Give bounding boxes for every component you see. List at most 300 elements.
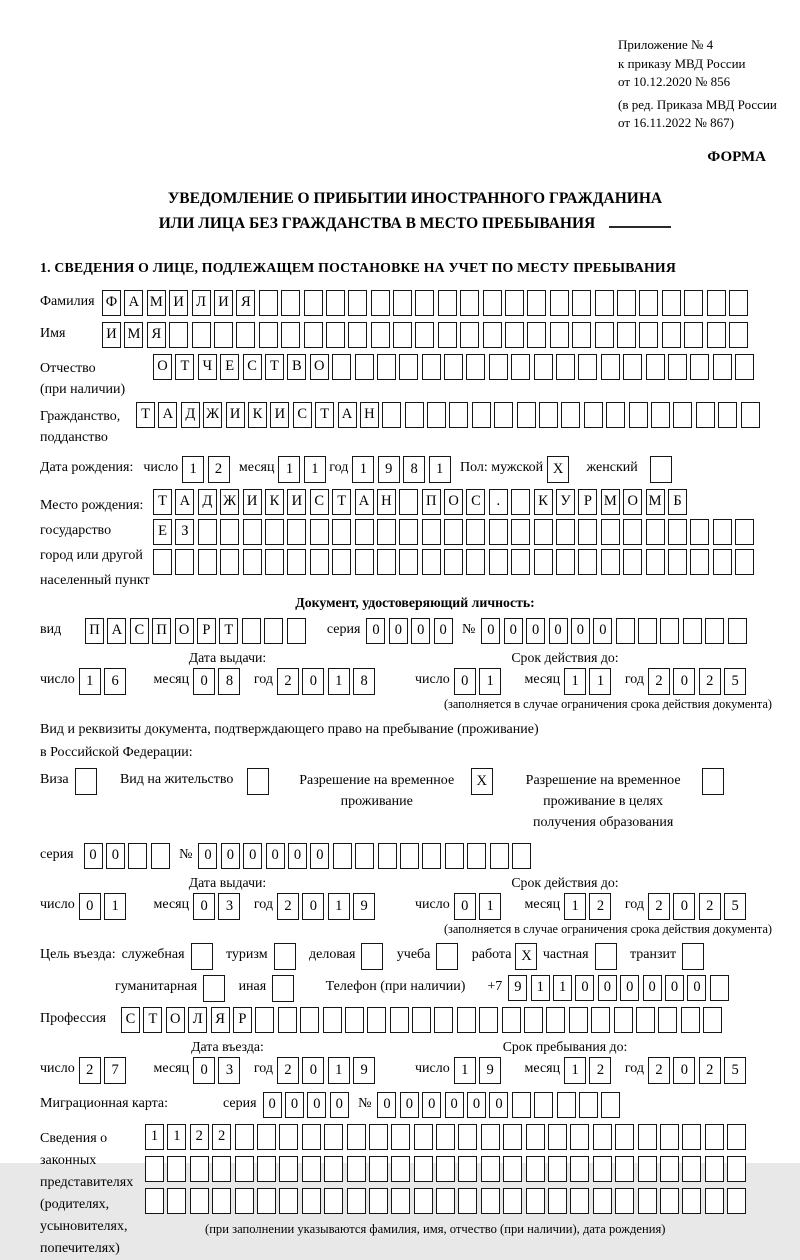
char-box[interactable] <box>167 1156 186 1182</box>
char-box[interactable]: 1 <box>553 975 572 1001</box>
char-box[interactable]: 0 <box>302 668 324 695</box>
char-box[interactable]: И <box>287 489 306 515</box>
char-box[interactable] <box>243 549 262 575</box>
char-box[interactable]: 0 <box>243 843 262 869</box>
char-box[interactable] <box>572 290 591 316</box>
char-box[interactable] <box>646 549 665 575</box>
char-box[interactable] <box>259 322 278 348</box>
char-box[interactable] <box>705 1188 724 1214</box>
char-box[interactable] <box>235 1156 254 1182</box>
char-box[interactable] <box>175 549 194 575</box>
char-box[interactable]: 0 <box>411 618 430 644</box>
char-box[interactable] <box>593 1188 612 1214</box>
char-box[interactable]: 2 <box>212 1124 231 1150</box>
char-box[interactable] <box>242 618 261 644</box>
char-box[interactable] <box>615 1156 634 1182</box>
char-box[interactable]: 0 <box>467 1092 486 1118</box>
char-box[interactable]: 1 <box>454 1057 476 1084</box>
char-box[interactable]: 5 <box>724 668 746 695</box>
char-box[interactable] <box>391 1156 410 1182</box>
char-box[interactable]: Т <box>315 402 334 428</box>
char-box[interactable] <box>377 354 396 380</box>
char-box[interactable] <box>460 290 479 316</box>
char-box[interactable]: Ч <box>198 354 217 380</box>
char-box[interactable] <box>481 1156 500 1182</box>
char-box[interactable]: И <box>214 290 233 316</box>
char-box[interactable]: С <box>121 1007 140 1033</box>
char-box[interactable] <box>729 290 748 316</box>
char-box[interactable] <box>682 1156 701 1182</box>
char-box[interactable] <box>550 290 569 316</box>
char-box[interactable] <box>257 1188 276 1214</box>
char-box[interactable]: А <box>124 290 143 316</box>
char-box[interactable] <box>593 1156 612 1182</box>
char-box[interactable] <box>681 1007 700 1033</box>
char-box[interactable] <box>302 1156 321 1182</box>
char-box[interactable] <box>705 1156 724 1182</box>
char-box[interactable] <box>369 1124 388 1150</box>
char-box[interactable]: 0 <box>310 843 329 869</box>
char-box[interactable]: 0 <box>377 1092 396 1118</box>
char-box[interactable]: 0 <box>673 893 695 920</box>
char-box[interactable] <box>534 519 553 545</box>
char-box[interactable] <box>483 322 502 348</box>
char-box[interactable] <box>444 519 463 545</box>
char-box[interactable] <box>444 549 463 575</box>
char-box[interactable] <box>548 1188 567 1214</box>
char-box[interactable] <box>378 843 397 869</box>
char-box[interactable] <box>524 1007 543 1033</box>
char-box[interactable] <box>713 519 732 545</box>
char-box[interactable] <box>391 1188 410 1214</box>
char-box[interactable] <box>511 549 530 575</box>
char-box[interactable]: X <box>515 943 537 970</box>
char-box[interactable] <box>595 322 614 348</box>
char-box[interactable] <box>287 519 306 545</box>
char-box[interactable]: 0 <box>79 893 101 920</box>
char-box[interactable] <box>660 1156 679 1182</box>
char-box[interactable] <box>703 1007 722 1033</box>
char-box[interactable] <box>278 1007 297 1033</box>
char-box[interactable] <box>326 290 345 316</box>
char-box[interactable] <box>265 519 284 545</box>
char-box[interactable] <box>377 519 396 545</box>
char-box[interactable] <box>422 549 441 575</box>
char-box[interactable] <box>690 549 709 575</box>
char-box[interactable] <box>324 1124 343 1150</box>
char-box[interactable]: М <box>601 489 620 515</box>
char-box[interactable]: И <box>102 322 121 348</box>
char-box[interactable] <box>707 322 726 348</box>
char-box[interactable] <box>511 489 530 515</box>
char-box[interactable] <box>391 1124 410 1150</box>
char-box[interactable]: 2 <box>699 668 721 695</box>
char-box[interactable] <box>236 322 255 348</box>
char-box[interactable]: Е <box>220 354 239 380</box>
char-box[interactable] <box>639 290 658 316</box>
char-box[interactable]: 0 <box>454 893 476 920</box>
char-box[interactable] <box>616 618 635 644</box>
char-box[interactable]: Ж <box>203 402 222 428</box>
char-box[interactable] <box>332 519 351 545</box>
char-box[interactable] <box>490 843 509 869</box>
char-box[interactable] <box>415 290 434 316</box>
char-box[interactable]: Т <box>332 489 351 515</box>
char-box[interactable] <box>369 1188 388 1214</box>
char-box[interactable] <box>436 1156 455 1182</box>
char-box[interactable]: О <box>444 489 463 515</box>
char-box[interactable] <box>705 618 724 644</box>
char-box[interactable]: 0 <box>620 975 639 1001</box>
char-box[interactable]: 7 <box>104 1057 126 1084</box>
char-box[interactable]: Т <box>136 402 155 428</box>
char-box[interactable]: Р <box>233 1007 252 1033</box>
char-box[interactable] <box>422 843 441 869</box>
char-box[interactable]: 8 <box>403 456 425 483</box>
char-box[interactable] <box>472 402 491 428</box>
char-box[interactable] <box>332 354 351 380</box>
char-box[interactable] <box>302 1124 321 1150</box>
char-box[interactable] <box>436 1188 455 1214</box>
char-box[interactable] <box>279 1124 298 1150</box>
char-box[interactable] <box>727 1156 746 1182</box>
char-box[interactable] <box>355 519 374 545</box>
char-box[interactable]: А <box>107 618 126 644</box>
char-box[interactable] <box>651 402 670 428</box>
char-box[interactable]: 2 <box>589 893 611 920</box>
char-box[interactable] <box>264 618 283 644</box>
char-box[interactable] <box>414 1124 433 1150</box>
char-box[interactable] <box>243 519 262 545</box>
char-box[interactable] <box>259 290 278 316</box>
char-box[interactable]: 0 <box>302 1057 324 1084</box>
char-box[interactable]: 0 <box>266 843 285 869</box>
char-box[interactable] <box>578 549 597 575</box>
char-box[interactable]: 0 <box>593 618 612 644</box>
char-box[interactable] <box>274 943 296 970</box>
char-box[interactable]: 1 <box>104 893 126 920</box>
char-box[interactable] <box>304 322 323 348</box>
char-box[interactable] <box>527 290 546 316</box>
char-box[interactable]: К <box>534 489 553 515</box>
char-box[interactable] <box>548 1156 567 1182</box>
char-box[interactable] <box>727 1124 746 1150</box>
char-box[interactable] <box>556 519 575 545</box>
char-box[interactable]: 0 <box>422 1092 441 1118</box>
char-box[interactable] <box>638 618 657 644</box>
char-box[interactable]: Я <box>147 322 166 348</box>
char-box[interactable]: С <box>293 402 312 428</box>
char-box[interactable] <box>578 519 597 545</box>
char-box[interactable] <box>326 322 345 348</box>
char-box[interactable] <box>682 943 704 970</box>
char-box[interactable] <box>345 1007 364 1033</box>
char-box[interactable] <box>449 402 468 428</box>
char-box[interactable] <box>371 322 390 348</box>
char-box[interactable]: С <box>466 489 485 515</box>
char-box[interactable]: 2 <box>648 668 670 695</box>
char-box[interactable]: Т <box>219 618 238 644</box>
char-box[interactable] <box>367 1007 386 1033</box>
char-box[interactable]: 1 <box>479 668 501 695</box>
char-box[interactable]: В <box>287 354 306 380</box>
char-box[interactable] <box>279 1156 298 1182</box>
char-box[interactable] <box>458 1156 477 1182</box>
char-box[interactable]: 0 <box>285 1092 304 1118</box>
char-box[interactable] <box>145 1188 164 1214</box>
char-box[interactable]: 1 <box>278 456 300 483</box>
char-box[interactable] <box>399 549 418 575</box>
char-box[interactable] <box>741 402 760 428</box>
char-box[interactable]: 0 <box>288 843 307 869</box>
char-box[interactable]: 1 <box>352 456 374 483</box>
char-box[interactable] <box>220 519 239 545</box>
char-box[interactable] <box>570 1124 589 1150</box>
char-box[interactable] <box>355 354 374 380</box>
char-box[interactable] <box>511 519 530 545</box>
char-box[interactable]: 0 <box>665 975 684 1001</box>
char-box[interactable] <box>579 1092 598 1118</box>
char-box[interactable] <box>735 549 754 575</box>
char-box[interactable]: С <box>310 489 329 515</box>
char-box[interactable]: 0 <box>445 1092 464 1118</box>
char-box[interactable] <box>481 1188 500 1214</box>
char-box[interactable] <box>526 1156 545 1182</box>
char-box[interactable] <box>713 549 732 575</box>
char-box[interactable]: 9 <box>479 1057 501 1084</box>
char-box[interactable]: Е <box>153 519 172 545</box>
char-box[interactable]: Д <box>181 402 200 428</box>
char-box[interactable] <box>304 290 323 316</box>
char-box[interactable]: З <box>175 519 194 545</box>
char-box[interactable] <box>503 1124 522 1150</box>
char-box[interactable]: Т <box>153 489 172 515</box>
char-box[interactable] <box>255 1007 274 1033</box>
char-box[interactable] <box>169 322 188 348</box>
char-box[interactable]: П <box>152 618 171 644</box>
char-box[interactable]: 2 <box>190 1124 209 1150</box>
char-box[interactable] <box>727 1188 746 1214</box>
char-box[interactable] <box>355 843 374 869</box>
char-box[interactable]: 0 <box>549 618 568 644</box>
char-box[interactable]: Т <box>265 354 284 380</box>
char-box[interactable]: Т <box>143 1007 162 1033</box>
char-box[interactable] <box>281 322 300 348</box>
char-box[interactable] <box>332 549 351 575</box>
char-box[interactable] <box>302 1188 321 1214</box>
char-box[interactable]: 0 <box>489 1092 508 1118</box>
char-box[interactable] <box>534 354 553 380</box>
char-box[interactable] <box>505 290 524 316</box>
char-box[interactable] <box>556 354 575 380</box>
char-box[interactable]: П <box>85 618 104 644</box>
char-box[interactable] <box>601 354 620 380</box>
char-box[interactable] <box>287 549 306 575</box>
char-box[interactable] <box>668 549 687 575</box>
char-box[interactable] <box>623 354 642 380</box>
char-box[interactable] <box>683 618 702 644</box>
char-box[interactable] <box>167 1188 186 1214</box>
char-box[interactable]: С <box>243 354 262 380</box>
char-box[interactable] <box>646 519 665 545</box>
char-box[interactable] <box>512 843 531 869</box>
char-box[interactable] <box>483 290 502 316</box>
char-box[interactable]: 0 <box>193 668 215 695</box>
char-box[interactable] <box>414 1188 433 1214</box>
char-box[interactable] <box>556 549 575 575</box>
char-box[interactable] <box>414 1156 433 1182</box>
char-box[interactable] <box>682 1188 701 1214</box>
char-box[interactable]: 0 <box>400 1092 419 1118</box>
char-box[interactable] <box>355 549 374 575</box>
char-box[interactable]: 0 <box>673 668 695 695</box>
char-box[interactable] <box>444 354 463 380</box>
char-box[interactable] <box>684 322 703 348</box>
char-box[interactable] <box>690 519 709 545</box>
char-box[interactable]: М <box>124 322 143 348</box>
char-box[interactable]: X <box>547 456 569 483</box>
char-box[interactable] <box>436 1124 455 1150</box>
char-box[interactable] <box>572 322 591 348</box>
char-box[interactable]: Л <box>192 290 211 316</box>
char-box[interactable] <box>412 1007 431 1033</box>
char-box[interactable] <box>690 354 709 380</box>
char-box[interactable]: 0 <box>307 1092 326 1118</box>
char-box[interactable] <box>427 402 446 428</box>
char-box[interactable] <box>151 843 170 869</box>
char-box[interactable] <box>377 549 396 575</box>
char-box[interactable] <box>623 519 642 545</box>
char-box[interactable]: 2 <box>277 668 299 695</box>
char-box[interactable] <box>445 843 464 869</box>
char-box[interactable]: А <box>338 402 357 428</box>
char-box[interactable] <box>434 1007 453 1033</box>
char-box[interactable] <box>512 1092 531 1118</box>
char-box[interactable] <box>517 402 536 428</box>
char-box[interactable] <box>190 1188 209 1214</box>
char-box[interactable]: Ф <box>102 290 121 316</box>
char-box[interactable]: 1 <box>531 975 550 1001</box>
char-box[interactable] <box>458 1124 477 1150</box>
char-box[interactable]: А <box>355 489 374 515</box>
char-box[interactable] <box>526 1188 545 1214</box>
char-box[interactable]: Я <box>211 1007 230 1033</box>
char-box[interactable]: 0 <box>504 618 523 644</box>
char-box[interactable]: 1 <box>79 668 101 695</box>
char-box[interactable]: У <box>556 489 575 515</box>
char-box[interactable]: 3 <box>218 1057 240 1084</box>
char-box[interactable] <box>646 354 665 380</box>
char-box[interactable]: 0 <box>643 975 662 1001</box>
char-box[interactable] <box>660 1188 679 1214</box>
char-box[interactable] <box>460 322 479 348</box>
char-box[interactable]: О <box>175 618 194 644</box>
char-box[interactable]: 1 <box>304 456 326 483</box>
char-box[interactable] <box>390 1007 409 1033</box>
char-box[interactable]: И <box>169 290 188 316</box>
char-box[interactable] <box>300 1007 319 1033</box>
char-box[interactable] <box>467 843 486 869</box>
char-box[interactable] <box>466 519 485 545</box>
char-box[interactable] <box>361 943 383 970</box>
char-box[interactable]: 0 <box>571 618 590 644</box>
char-box[interactable]: Р <box>197 618 216 644</box>
char-box[interactable]: 1 <box>564 1057 586 1084</box>
char-box[interactable] <box>481 1124 500 1150</box>
char-box[interactable]: А <box>175 489 194 515</box>
char-box[interactable] <box>728 618 747 644</box>
char-box[interactable] <box>75 768 97 795</box>
char-box[interactable] <box>399 489 418 515</box>
char-box[interactable]: 5 <box>724 893 746 920</box>
char-box[interactable]: 0 <box>221 843 240 869</box>
char-box[interactable] <box>399 519 418 545</box>
char-box[interactable] <box>570 1156 589 1182</box>
char-box[interactable]: Д <box>198 489 217 515</box>
char-box[interactable] <box>593 1124 612 1150</box>
char-box[interactable] <box>324 1188 343 1214</box>
char-box[interactable]: 2 <box>648 893 670 920</box>
char-box[interactable]: 2 <box>648 1057 670 1084</box>
char-box[interactable] <box>265 549 284 575</box>
char-box[interactable] <box>310 549 329 575</box>
char-box[interactable]: 9 <box>353 1057 375 1084</box>
char-box[interactable]: 3 <box>218 893 240 920</box>
char-box[interactable]: К <box>248 402 267 428</box>
char-box[interactable] <box>393 322 412 348</box>
char-box[interactable] <box>458 1188 477 1214</box>
char-box[interactable] <box>629 402 648 428</box>
char-box[interactable]: 8 <box>353 668 375 695</box>
char-box[interactable] <box>220 549 239 575</box>
char-box[interactable] <box>639 322 658 348</box>
char-box[interactable] <box>617 322 636 348</box>
char-box[interactable] <box>235 1188 254 1214</box>
char-box[interactable] <box>696 402 715 428</box>
char-box[interactable] <box>279 1188 298 1214</box>
char-box[interactable] <box>673 402 692 428</box>
char-box[interactable]: 0 <box>302 893 324 920</box>
char-box[interactable] <box>546 1007 565 1033</box>
char-box[interactable]: 2 <box>699 1057 721 1084</box>
char-box[interactable]: 0 <box>389 618 408 644</box>
char-box[interactable] <box>272 975 294 1002</box>
char-box[interactable] <box>400 843 419 869</box>
char-box[interactable] <box>606 402 625 428</box>
char-box[interactable]: 1 <box>328 1057 350 1084</box>
char-box[interactable] <box>668 354 687 380</box>
char-box[interactable]: М <box>646 489 665 515</box>
char-box[interactable] <box>198 549 217 575</box>
char-box[interactable] <box>617 290 636 316</box>
char-box[interactable]: Н <box>360 402 379 428</box>
char-box[interactable]: И <box>243 489 262 515</box>
char-box[interactable]: О <box>153 354 172 380</box>
char-box[interactable] <box>369 1156 388 1182</box>
char-box[interactable]: 1 <box>564 893 586 920</box>
char-box[interactable]: 1 <box>328 893 350 920</box>
char-box[interactable]: 0 <box>575 975 594 1001</box>
char-box[interactable] <box>729 322 748 348</box>
char-box[interactable] <box>190 1156 209 1182</box>
char-box[interactable]: С <box>130 618 149 644</box>
char-box[interactable]: 0 <box>481 618 500 644</box>
char-box[interactable] <box>415 322 434 348</box>
char-box[interactable] <box>257 1156 276 1182</box>
char-box[interactable] <box>257 1124 276 1150</box>
char-box[interactable]: 0 <box>454 668 476 695</box>
char-box[interactable] <box>511 354 530 380</box>
